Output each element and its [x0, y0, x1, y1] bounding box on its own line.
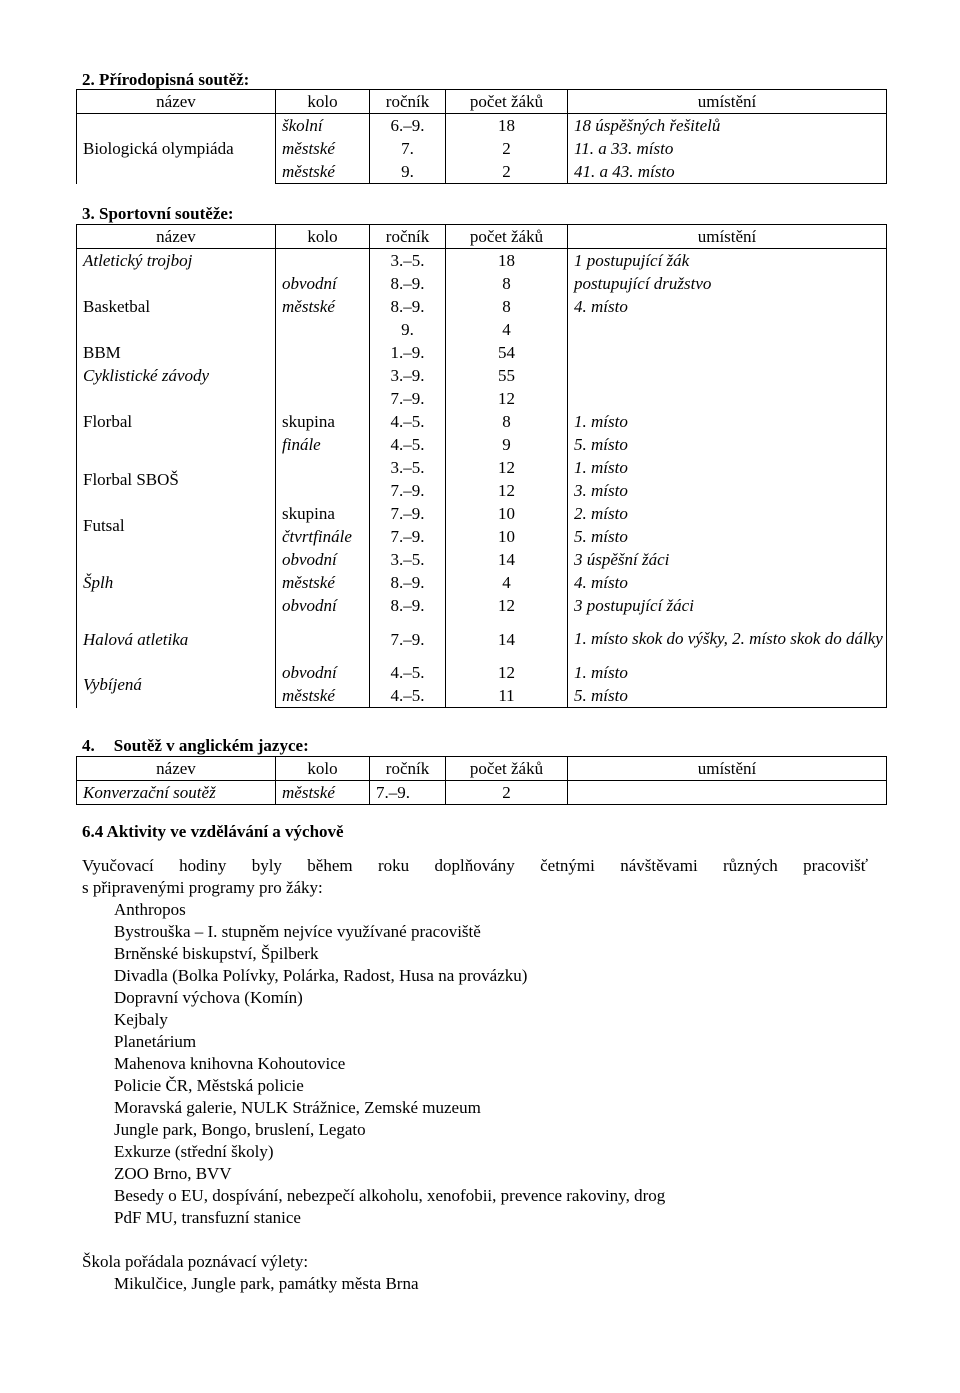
cell-pocet: 12	[446, 479, 568, 502]
cell-umisteni: 4. místo	[568, 571, 887, 594]
table-row	[77, 249, 887, 273]
cell-kolo: městské	[276, 295, 370, 318]
cell-kolo	[276, 364, 370, 387]
cell-pocet: 8	[446, 272, 568, 295]
cell-umisteni: 1. místo	[568, 410, 887, 433]
cell-kolo: obvodní	[276, 548, 370, 571]
competition-name: Florbal	[77, 387, 276, 456]
list-item: Anthropos	[114, 900, 186, 919]
header-umisteni: umístění	[568, 757, 887, 781]
cell-umisteni: 2. místo	[568, 502, 887, 525]
table-sports-competitions	[76, 224, 887, 708]
list-item: Besedy o EU, dospívání, nebezpečí alkoholu, xenofobii, prevence rakoviny, drog	[114, 1186, 666, 1205]
cell-umisteni: 1. místo	[568, 661, 887, 684]
cell-rocnik: 4.–5.	[370, 410, 446, 433]
cell-umisteni: 1. místo	[568, 456, 887, 479]
competition-name: Atletický trojboj	[77, 249, 276, 273]
cell-umisteni: 1. místo skok do výšky, 2. místo skok do dálky	[568, 617, 887, 661]
table-row	[77, 661, 887, 684]
header-umisteni: umístění	[568, 90, 887, 114]
intro-paragraph-line2: s připravenými programy pro žáky:	[82, 878, 323, 897]
table-row	[77, 456, 887, 479]
cell-pocet: 18	[446, 114, 568, 138]
cell-rocnik: 7.–9.	[370, 502, 446, 525]
list-item: Moravská galerie, NULK Strážnice, Zemské muzeum	[114, 1098, 481, 1117]
section-heading-activities: 6.4 Aktivity ve vzdělávání a výchově	[82, 822, 344, 841]
list-item: Brněnské biskupství, Špilberk	[114, 944, 319, 963]
header-rocnik: ročník	[370, 90, 446, 114]
header-rocnik: ročník	[370, 757, 446, 781]
header-nazev: název	[77, 225, 276, 249]
list-item: Kejbaly	[114, 1010, 168, 1029]
table-row	[77, 272, 887, 295]
cell-rocnik: 6.–9.	[370, 114, 446, 138]
competition-name: Konverzační soutěž	[77, 781, 276, 805]
cell-kolo	[276, 617, 370, 661]
intro-paragraph-line1: Vyučovací hodiny byly během roku doplňovány četnými návštěvami různých pracovišť	[82, 856, 868, 875]
cell-kolo: městské	[276, 571, 370, 594]
competition-name: Basketbal	[77, 272, 276, 341]
header-rocnik: ročník	[370, 225, 446, 249]
table-header-row	[77, 90, 887, 114]
table-row	[77, 341, 887, 364]
table-row	[77, 781, 887, 805]
cell-kolo	[276, 387, 370, 410]
cell-rocnik: 8.–9.	[370, 571, 446, 594]
cell-umisteni	[568, 318, 887, 341]
list-item: PdF MU, transfuzní stanice	[114, 1208, 301, 1227]
cell-rocnik: 7.–9.	[370, 781, 446, 805]
cell-umisteni: 3 postupující žáci	[568, 594, 887, 617]
cell-rocnik: 4.–5.	[370, 684, 446, 708]
cell-rocnik: 7.–9.	[370, 617, 446, 661]
cell-rocnik: 3.–5.	[370, 548, 446, 571]
competition-name: Florbal SBOŠ	[77, 456, 276, 502]
competition-name: Halová atletika	[77, 617, 276, 661]
cell-pocet: 12	[446, 456, 568, 479]
section-title: Soutěž v anglickém jazyce:	[113, 736, 309, 755]
cell-kolo	[276, 249, 370, 273]
cell-pocet: 9	[446, 433, 568, 456]
header-umisteni: umístění	[568, 225, 887, 249]
table-row	[77, 387, 887, 410]
header-kolo: kolo	[276, 90, 370, 114]
cell-rocnik: 7.–9.	[370, 387, 446, 410]
table-english-competition	[76, 756, 887, 805]
cell-umisteni: 5. místo	[568, 525, 887, 548]
cell-pocet: 2	[446, 781, 568, 805]
list-item: Policie ČR, Městská policie	[114, 1076, 304, 1095]
list-item: Mahenova knihovna Kohoutovice	[114, 1054, 346, 1073]
section-heading-sports: 3. Sportovní soutěže:	[82, 204, 234, 223]
cell-umisteni: 4. místo	[568, 295, 887, 318]
cell-pocet: 14	[446, 548, 568, 571]
cell-umisteni: 11. a 33. místo	[568, 137, 887, 160]
activities-list	[114, 899, 665, 1229]
cell-umisteni: 3 úspěšní žáci	[568, 548, 887, 571]
header-kolo: kolo	[276, 757, 370, 781]
cell-umisteni: postupující družstvo	[568, 272, 887, 295]
table-row	[77, 114, 887, 138]
cell-rocnik: 7.–9.	[370, 479, 446, 502]
table-header-row	[77, 225, 887, 249]
competition-name: Biologická olympiáda	[77, 114, 276, 184]
cell-kolo: školní	[276, 114, 370, 138]
cell-kolo: skupina	[276, 410, 370, 433]
cell-rocnik: 8.–9.	[370, 295, 446, 318]
cell-pocet: 10	[446, 525, 568, 548]
table-row	[77, 548, 887, 571]
header-pocet: počet žáků	[446, 757, 568, 781]
cell-rocnik: 4.–5.	[370, 433, 446, 456]
table-row	[77, 617, 887, 661]
trips-label: Škola pořádala poznávací výlety:	[82, 1252, 309, 1271]
table-row	[77, 502, 887, 525]
competition-name: Vybíjená	[77, 661, 276, 708]
cell-kolo: městské	[276, 684, 370, 708]
list-item: Bystrouška – I. stupněm nejvíce využívané pracoviště	[114, 922, 481, 941]
cell-rocnik: 3.–9.	[370, 364, 446, 387]
cell-umisteni: 1 postupující žák	[568, 249, 887, 273]
cell-umisteni	[568, 341, 887, 364]
cell-pocet: 18	[446, 249, 568, 273]
cell-pocet: 4	[446, 571, 568, 594]
list-item: Jungle park, Bongo, bruslení, Legato	[114, 1120, 366, 1139]
cell-umisteni	[568, 781, 887, 805]
cell-kolo: městské	[276, 781, 370, 805]
cell-rocnik: 3.–5.	[370, 249, 446, 273]
cell-umisteni: 18 úspěšných řešitelů	[568, 114, 887, 138]
header-pocet: počet žáků	[446, 90, 568, 114]
cell-pocet: 14	[446, 617, 568, 661]
cell-pocet: 2	[446, 137, 568, 160]
header-kolo: kolo	[276, 225, 370, 249]
competition-name: Cyklistické závody	[77, 364, 276, 387]
cell-pocet: 4	[446, 318, 568, 341]
list-item: Planetárium	[114, 1032, 197, 1051]
cell-umisteni: 5. místo	[568, 433, 887, 456]
cell-umisteni: 41. a 43. místo	[568, 160, 887, 184]
cell-umisteni	[568, 364, 887, 387]
list-item: Exkurze (střední školy)	[114, 1142, 274, 1161]
cell-rocnik: 7.	[370, 137, 446, 160]
cell-pocet: 12	[446, 387, 568, 410]
cell-rocnik: 9.	[370, 318, 446, 341]
cell-pocet: 8	[446, 410, 568, 433]
trips-list: Mikulčice, Jungle park, památky města Brna	[114, 1274, 419, 1293]
cell-kolo: městské	[276, 137, 370, 160]
cell-rocnik: 1.–9.	[370, 341, 446, 364]
cell-pocet: 2	[446, 160, 568, 184]
competition-name: Šplh	[77, 548, 276, 617]
competition-name: Futsal	[77, 502, 276, 548]
cell-kolo: skupina	[276, 502, 370, 525]
cell-kolo: obvodní	[276, 661, 370, 684]
cell-rocnik: 8.–9.	[370, 272, 446, 295]
cell-rocnik: 8.–9.	[370, 594, 446, 617]
cell-kolo	[276, 341, 370, 364]
list-item: Divadla (Bolka Polívky, Polárka, Radost, Husa na provázku)	[114, 966, 528, 985]
section-heading-english	[82, 736, 309, 756]
cell-umisteni	[568, 387, 887, 410]
cell-rocnik: 3.–5.	[370, 456, 446, 479]
cell-rocnik: 7.–9.	[370, 525, 446, 548]
cell-pocet: 10	[446, 502, 568, 525]
header-pocet: počet žáků	[446, 225, 568, 249]
cell-kolo: čtvrtfinále	[276, 525, 370, 548]
cell-pocet: 54	[446, 341, 568, 364]
table-row	[77, 364, 887, 387]
cell-kolo	[276, 479, 370, 502]
cell-umisteni: 3. místo	[568, 479, 887, 502]
header-nazev: název	[77, 757, 276, 781]
cell-kolo	[276, 456, 370, 479]
competition-name: BBM	[77, 341, 276, 364]
table-nature-competition	[76, 89, 887, 184]
cell-kolo: obvodní	[276, 272, 370, 295]
cell-kolo: obvodní	[276, 594, 370, 617]
list-item: Dopravní výchova (Komín)	[114, 988, 303, 1007]
cell-pocet: 12	[446, 594, 568, 617]
section-heading-nature: 2. Přírodopisná soutěž:	[82, 70, 250, 89]
cell-umisteni: 5. místo	[568, 684, 887, 708]
cell-rocnik: 4.–5.	[370, 661, 446, 684]
list-item: ZOO Brno, BVV	[114, 1164, 232, 1183]
cell-rocnik: 9.	[370, 160, 446, 184]
header-nazev: název	[77, 90, 276, 114]
cell-pocet: 55	[446, 364, 568, 387]
table-header-row	[77, 757, 887, 781]
cell-kolo	[276, 318, 370, 341]
cell-pocet: 8	[446, 295, 568, 318]
cell-kolo: finále	[276, 433, 370, 456]
cell-pocet: 12	[446, 661, 568, 684]
section-number: 4.	[82, 736, 95, 755]
cell-pocet: 11	[446, 684, 568, 708]
cell-kolo: městské	[276, 160, 370, 184]
